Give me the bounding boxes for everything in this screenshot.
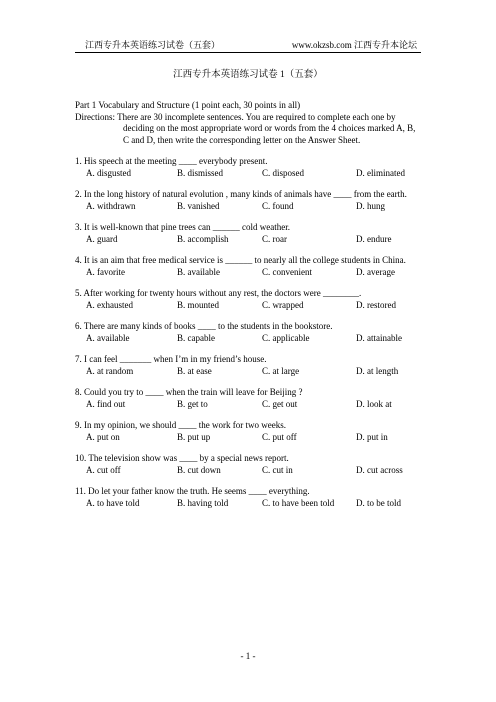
option-c: C. put off [262, 431, 297, 442]
option-b: B. put up [177, 431, 211, 442]
question-list [75, 156, 422, 509]
question-item [75, 255, 422, 278]
question-stem: 3. It is well-known that pine trees can ______ cold weather. [75, 222, 290, 232]
option-b: B. get to [177, 398, 208, 409]
option-row [75, 267, 422, 279]
question-stem: 5. After working for twenty hours without any rest, the doctors were ________. [75, 288, 362, 298]
option-b: B. available [177, 266, 220, 277]
question-item [75, 222, 422, 245]
question-item [75, 156, 422, 179]
option-c: C. wrapped [262, 299, 304, 310]
option-a: A. cut off [86, 464, 121, 475]
option-c: C. applicable [262, 332, 310, 343]
document-body [75, 100, 422, 509]
option-c: C. found [262, 200, 294, 211]
question-item [75, 387, 422, 410]
option-c: C. to have been told [262, 497, 335, 508]
page-number: - 1 - [240, 651, 256, 661]
option-row [75, 234, 422, 246]
document-title: 江西专升本英语练习试卷 1（五套） [173, 70, 323, 80]
option-a: A. guard [86, 233, 118, 244]
option-a: A. find out [86, 398, 126, 409]
question-stem: 4. It is an aim that free medical service is ______ to nearly all the college students in China. [75, 255, 406, 265]
option-row [75, 465, 422, 477]
option-c: C. at large [262, 365, 300, 376]
question-item [75, 321, 422, 344]
question-stem: 10. The television show was ____ by a special news report. [75, 453, 289, 463]
question-stem: 1. His speech at the meeting ____ everybody present. [75, 156, 268, 166]
option-b: B. cut down [177, 464, 221, 475]
option-d: D. endure [356, 233, 392, 244]
option-d: D. average [356, 266, 395, 277]
question-stem: 2. In the long history of natural evolution , many kinds of animals have ____ from the earth. [75, 189, 407, 199]
question-stem: 7. I can feel _______ when I’m in my friend’s house. [75, 354, 267, 364]
option-b: B. vanished [177, 200, 220, 211]
option-b: B. dismissed [177, 167, 224, 178]
option-d: D. eliminated [356, 167, 405, 178]
header-left-text: 江西专升本英语练习试卷（五套） [85, 40, 221, 50]
option-a: A. favorite [86, 266, 125, 277]
option-c: C. cut in [262, 464, 293, 475]
directions: Directions: There are 30 incomplete sentences. You are required to complete each one by deciding on the most appropriate word or words from the 4 choices marked A, B, C and D, then write the corresponding letter on the Answer Sheet. [75, 111, 416, 145]
option-a: A. available [86, 332, 130, 343]
option-c: C. disposed [262, 167, 305, 178]
option-b: B. mounted [177, 299, 219, 310]
option-d: D. attainable [356, 332, 402, 343]
option-row [75, 201, 422, 213]
option-d: D. look at [356, 398, 392, 409]
option-row [75, 366, 422, 378]
question-stem: 9. In my opinion, we should ____ the work for two weeks. [75, 420, 286, 430]
option-a: A. exhausted [86, 299, 133, 310]
option-d: D. at length [356, 365, 399, 376]
option-b: B. accomplish [177, 233, 229, 244]
option-a: A. withdrawn [86, 200, 136, 211]
option-row [75, 300, 422, 312]
option-c: C. roar [262, 233, 287, 244]
option-row [75, 399, 422, 411]
option-row [75, 168, 422, 180]
option-a: A. at random [86, 365, 134, 376]
part-title: Part 1 Vocabulary and Structure (1 point each, 30 points in all) [75, 100, 301, 110]
page-header [75, 38, 421, 53]
question-item [75, 453, 422, 476]
option-a: A. put on [86, 431, 120, 442]
question-stem: 6. There are many kinds of books ____ to the students in the bookstore. [75, 321, 333, 331]
option-d: D. put in [356, 431, 388, 442]
option-b: B. at ease [177, 365, 212, 376]
option-row [75, 432, 422, 444]
question-item [75, 288, 422, 311]
option-d: D. hung [356, 200, 385, 211]
option-row [75, 333, 422, 345]
option-b: B. having told [177, 497, 229, 508]
question-stem: 11. Do let your father know the truth. He seems ____ everything. [75, 486, 310, 496]
header-right-text: www.okzsb.com 江西专升本论坛 [291, 40, 417, 50]
option-a: A. disgusted [86, 167, 131, 178]
option-c: C. get out [262, 398, 298, 409]
option-a: A. to have told [86, 497, 140, 508]
option-d: D. restored [356, 299, 396, 310]
option-d: D. cut across [356, 464, 403, 475]
question-item [75, 189, 422, 212]
option-c: C. convenient [262, 266, 312, 277]
question-item [75, 420, 422, 443]
option-d: D. to be told [356, 497, 401, 508]
question-item [75, 486, 422, 509]
option-row [75, 498, 422, 510]
option-b: B. capable [177, 332, 215, 343]
question-item [75, 354, 422, 377]
question-stem: 8. Could you try to ____ when the train will leave for Beijing ? [75, 387, 303, 397]
